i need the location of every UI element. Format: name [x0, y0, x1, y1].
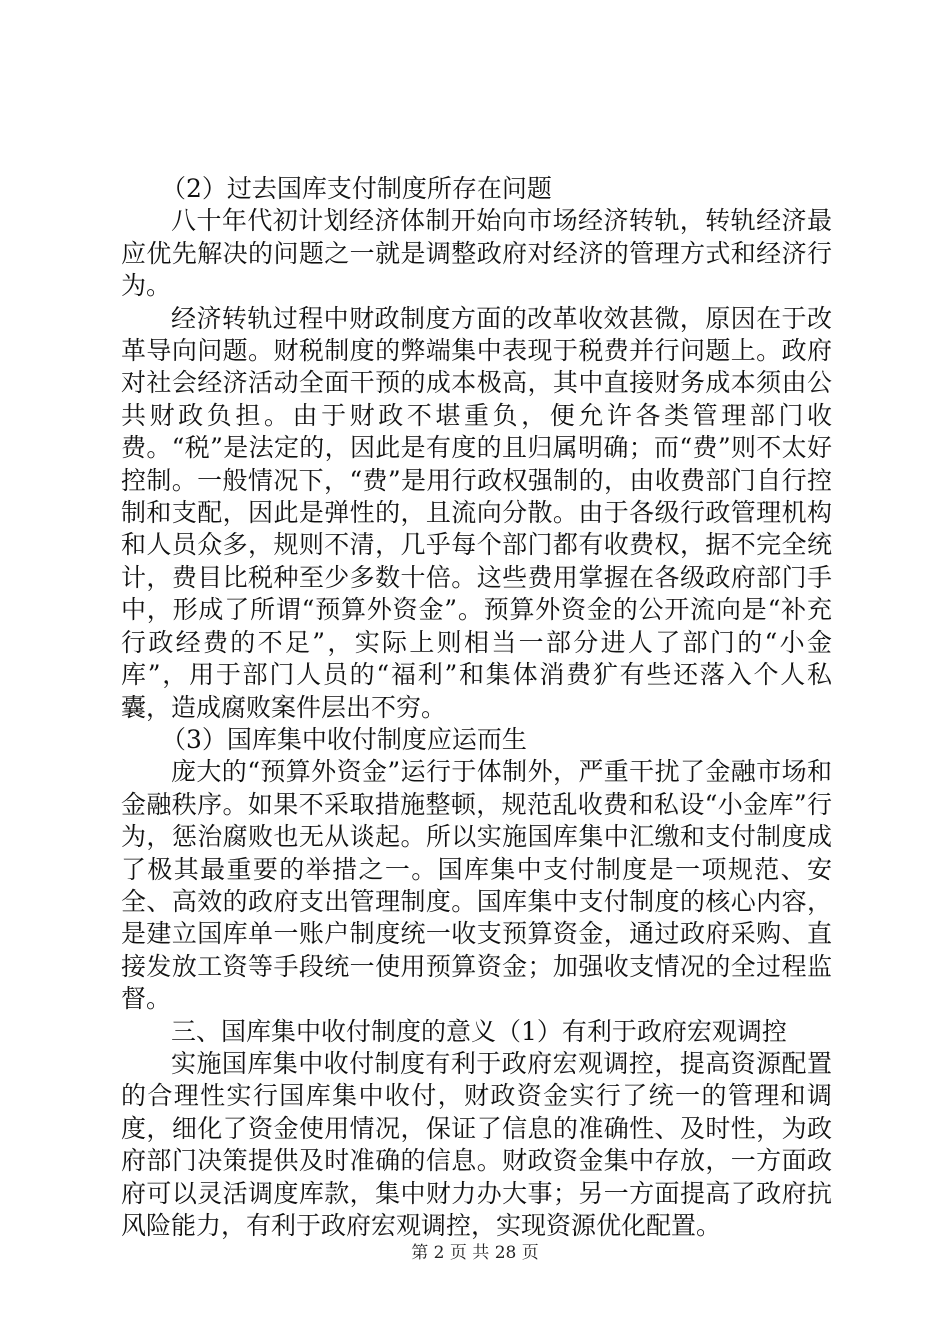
paragraph: 实施国库集中收付制度有利于政府宏观调控，提高资源配置的合理性实行国库集中收付，财政资金实行了统一的管理和调度，细化了资金使用情况，保证了信息的准确性、及时性，为政府部门决策提供及时准确的信息。财政资金集中存放，一方面政府可以灵活调度库款，集中财力办大事；另一方面提高了政府抗风险能力，有利于政府宏观调控，实现资源优化配置。: [121, 1048, 832, 1240]
document-body: [121, 173, 832, 1242]
paragraph: 庞大的“预算外资金”运行于体制外，严重干扰了金融市场和金融秩序。如果不采取措施整顿，规范乱收费和私设“小金库”行为，惩治腐败也无从谈起。所以实施国库集中汇缴和支付制度成了极其最重要的举措之一。国库集中支付制度是一项规范、安全、高效的政府支出管理制度。国库集中支付制度的核心内容，是建立国库单一账户制度统一收支预算资金，通过政府采购、直接发放工资等手段统一使用预算资金；加强收支情况的全过程监督。: [121, 757, 832, 1014]
section-heading-3: （3）国库集中收付制度应运而生: [161, 724, 527, 754]
paragraph: 经济转轨过程中财政制度方面的改革收效甚微，原因在于改革导向问题。财税制度的弊端集中表现于税费并行问题上。政府对社会经济活动全面干预的成本极高，其中直接财务成本须由公共财政负担。由于财政不堪重负，便允许各类管理部门收费。“税”是法定的，因此是有度的且归属明确；而“费”则不太好控制。一般情况下，“费”是用行政权强制的，由收费部门自行控制和支配，因此是弹性的，且流向分散。由于各级行政管理机构和人员众多，规则不清，几乎每个部门都有收费权，据不完全统计，费目比税种至少多数十倍。这些费用掌握在各级政府部门手中，形成了所谓“预算外资金”。预算外资金的公开流向是“补充行政经费的不足”，实际上则相当一部分进人了部门的“小金库”，用于部门人员的“福利”和集体消费犷有些还落入个人私囊，造成腐败案件层出不穷。: [121, 303, 832, 722]
section-heading-2: （2）过去国库支付制度所存在问题: [161, 174, 552, 203]
section-heading-significance: 三、国库集中收付制度的意义（1）有利于政府宏观调控: [171, 1016, 787, 1046]
page-number-footer: 第 2 页 共 28 页: [411, 1243, 539, 1263]
paragraph: 八十年代初计划经济体制开始向市场经济转轨，转轨经济最应优先解决的问题之一就是调整政府对经济的管理方式和经济行为。: [121, 206, 832, 301]
